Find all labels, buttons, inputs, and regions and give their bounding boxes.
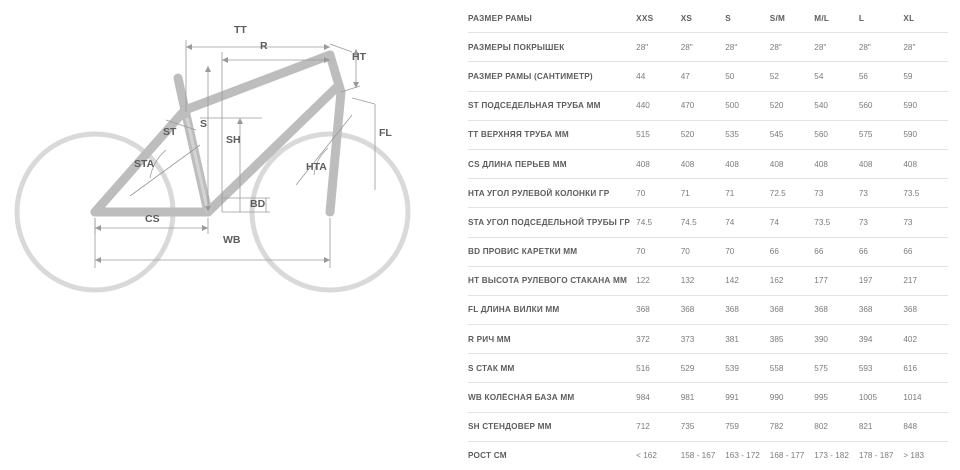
row-cell: 217 — [903, 266, 948, 295]
label-st: ST — [163, 126, 177, 138]
row-cell: 984 — [636, 383, 681, 412]
row-cell: 44 — [636, 62, 681, 91]
row-cell: 132 — [681, 266, 726, 295]
row-cell: 368 — [859, 295, 904, 324]
row-cell: 821 — [859, 412, 904, 441]
row-cell: 47 — [681, 62, 726, 91]
row-cell: 440 — [636, 91, 681, 120]
row-cell: 408 — [636, 149, 681, 178]
row-cell: 759 — [725, 412, 770, 441]
row-cell: < 162 — [636, 451, 657, 461]
row-cell: 74.5 — [681, 208, 726, 237]
table-row — [468, 383, 948, 412]
row-cell: 990 — [770, 383, 815, 412]
row-cell: 28" — [903, 33, 948, 62]
row-cell: 74 — [725, 208, 770, 237]
table-row — [468, 179, 948, 208]
label-fl: FL — [379, 127, 392, 139]
row-cell: 390 — [814, 325, 859, 354]
row-cell: 802 — [814, 412, 859, 441]
row-label: РАЗМЕРЫ ПОКРЫШЕК — [468, 33, 636, 62]
row-cell: 385 — [770, 325, 815, 354]
header-size-ml: M/L — [814, 4, 859, 33]
row-label: FL ДЛИНА ВИЛКИ ММ — [468, 295, 636, 324]
row-cell: 529 — [681, 354, 726, 383]
row-cell: 981 — [681, 383, 726, 412]
row-cell: 381 — [725, 325, 770, 354]
row-cell: 72.5 — [770, 179, 815, 208]
header-size-xl: XL — [903, 4, 948, 33]
row-label: РАЗМЕР РАМЫ (САНТИМЕТР) — [468, 62, 636, 91]
row-cell: 52 — [770, 62, 815, 91]
row-cell: 408 — [681, 149, 726, 178]
row-cell: 560 — [859, 91, 904, 120]
row-cell: 408 — [859, 149, 904, 178]
row-cell: 73 — [859, 179, 904, 208]
row-cell: 368 — [903, 295, 948, 324]
table-row — [468, 354, 948, 383]
row-label: R РИЧ ММ — [468, 325, 636, 354]
row-cell: 28" — [770, 33, 815, 62]
table-row — [468, 412, 948, 441]
row-cell: 560 — [814, 120, 859, 149]
label-ht: HT — [352, 51, 366, 63]
row-cell: 575 — [859, 120, 904, 149]
row-cell: 535 — [725, 120, 770, 149]
row-cell: 593 — [859, 354, 904, 383]
row-cell: 408 — [770, 149, 815, 178]
row-cell: 402 — [903, 325, 948, 354]
label-sta: STA — [134, 158, 155, 170]
table-row — [468, 91, 948, 120]
row-cell: 158 - 167 — [680, 451, 716, 461]
row-label: BD ПРОВИС КАРЕТКИ ММ — [468, 237, 636, 266]
row-cell: 515 — [636, 120, 681, 149]
row-cell: 122 — [636, 266, 681, 295]
row-cell: 408 — [903, 149, 948, 178]
row-cell: 73 — [859, 208, 904, 237]
row-cell: 66 — [770, 237, 815, 266]
row-cell: 539 — [725, 354, 770, 383]
row-cell: 368 — [770, 295, 815, 324]
table-row — [468, 266, 948, 295]
row-cell: 59 — [903, 62, 948, 91]
geometry-table-pane — [468, 0, 960, 461]
row-cell: 540 — [814, 91, 859, 120]
row-label: STA УГОЛ ПОДСЕДЕЛЬНОЙ ТРУБЫ ГР — [468, 208, 636, 237]
row-label: TT ВЕРХНЯЯ ТРУБА ММ — [468, 120, 636, 149]
row-cell: 142 — [725, 266, 770, 295]
table-row — [468, 441, 948, 470]
label-s: S — [200, 118, 208, 130]
row-cell: 991 — [725, 383, 770, 412]
row-cell: 71 — [725, 179, 770, 208]
table-body — [468, 33, 948, 470]
row-cell: 848 — [903, 412, 948, 441]
frame-group — [95, 55, 341, 212]
row-label: HT ВЫСОТА РУЛЕВОГО СТАКАНА ММ — [468, 266, 636, 295]
row-cell: 616 — [903, 354, 948, 383]
row-cell: 516 — [636, 354, 681, 383]
row-cell: 168 - 177 — [769, 451, 805, 461]
row-cell: 28" — [859, 33, 904, 62]
row-cell: 373 — [681, 325, 726, 354]
geometry-table — [468, 4, 948, 470]
table-row — [468, 237, 948, 266]
row-cell: 520 — [681, 120, 726, 149]
row-cell: 408 — [814, 149, 859, 178]
header-size-sm: S/M — [770, 4, 815, 33]
row-cell: 372 — [636, 325, 681, 354]
row-cell: 70 — [681, 237, 726, 266]
row-cell: 590 — [903, 91, 948, 120]
row-cell: 70 — [725, 237, 770, 266]
table-row — [468, 62, 948, 91]
row-cell: 54 — [814, 62, 859, 91]
frame-inner-highlight — [187, 118, 208, 212]
row-label: SH СТЕНДОВЕР ММ — [468, 412, 636, 441]
row-label: WB КОЛЁСНАЯ БАЗА ММ — [468, 383, 636, 412]
table-row — [468, 149, 948, 178]
row-cell: 1005 — [859, 383, 904, 412]
header-size-xxs: XXS — [636, 4, 681, 33]
row-cell: 575 — [814, 354, 859, 383]
row-cell: 162 — [770, 266, 815, 295]
row-cell: 50 — [725, 62, 770, 91]
row-label: CS ДЛИНА ПЕРЬЕВ ММ — [468, 149, 636, 178]
row-label: S СТАК ММ — [468, 354, 636, 383]
row-cell: 545 — [770, 120, 815, 149]
row-cell: 70 — [636, 179, 681, 208]
row-cell: 74.5 — [636, 208, 681, 237]
row-label: HTA УГОЛ РУЛЕВОЙ КОЛОНКИ ГР — [468, 179, 636, 208]
label-sh: SH — [226, 134, 241, 146]
row-cell: 408 — [725, 149, 770, 178]
row-cell: 163 - 172 — [725, 451, 760, 461]
row-cell: 73 — [814, 179, 859, 208]
row-cell: 197 — [859, 266, 904, 295]
row-cell: 368 — [814, 295, 859, 324]
table-row — [468, 33, 948, 62]
bike-geometry-diagram — [0, 0, 468, 413]
row-cell: 70 — [636, 237, 681, 266]
row-cell: 73.5 — [814, 208, 859, 237]
row-cell: 28" — [814, 33, 859, 62]
label-bd: BD — [250, 198, 266, 210]
row-cell: 782 — [770, 412, 815, 441]
row-cell: 394 — [859, 325, 904, 354]
row-cell: 71 — [681, 179, 726, 208]
row-label: РОСТ СМ — [468, 451, 507, 461]
row-cell: 1014 — [903, 383, 948, 412]
header-size-xs: XS — [681, 4, 726, 33]
row-cell: 178 - 187 — [858, 451, 894, 461]
row-cell: 28" — [636, 33, 681, 62]
header-size-l: L — [859, 4, 904, 33]
row-cell: 66 — [814, 237, 859, 266]
table-header — [468, 4, 948, 33]
row-cell: 66 — [859, 237, 904, 266]
row-cell: 368 — [725, 295, 770, 324]
header-size-s: S — [725, 4, 770, 33]
row-cell: 520 — [770, 91, 815, 120]
label-r: R — [260, 40, 268, 52]
table-row — [468, 208, 948, 237]
table-row — [468, 120, 948, 149]
header-frame-size: РАЗМЕР РАМЫ — [468, 4, 636, 33]
row-label: ST ПОДСЕДЕЛЬНАЯ ТРУБА ММ — [468, 91, 636, 120]
row-cell: 590 — [903, 120, 948, 149]
row-cell: 73.5 — [903, 179, 948, 208]
row-cell: 56 — [859, 62, 904, 91]
table-row — [468, 295, 948, 324]
table-row — [468, 325, 948, 354]
row-cell: 558 — [770, 354, 815, 383]
label-wb: WB — [223, 234, 241, 246]
row-cell: 500 — [725, 91, 770, 120]
row-cell: 735 — [681, 412, 726, 441]
table-header-row — [468, 4, 948, 33]
row-cell: 28" — [681, 33, 726, 62]
row-cell: 73 — [903, 208, 948, 237]
label-cs: CS — [145, 213, 160, 225]
label-tt: TT — [234, 24, 247, 36]
row-cell: 995 — [814, 383, 859, 412]
row-cell: 368 — [636, 295, 681, 324]
row-cell: > 183 — [903, 451, 925, 461]
row-cell: 173 - 182 — [814, 451, 849, 461]
row-cell: 177 — [814, 266, 859, 295]
row-cell: 28" — [725, 33, 770, 62]
row-cell: 368 — [681, 295, 726, 324]
row-cell: 66 — [903, 237, 948, 266]
row-cell: 470 — [681, 91, 726, 120]
label-hta: HTA — [306, 161, 327, 173]
row-cell: 74 — [770, 208, 815, 237]
row-cell: 712 — [636, 412, 681, 441]
